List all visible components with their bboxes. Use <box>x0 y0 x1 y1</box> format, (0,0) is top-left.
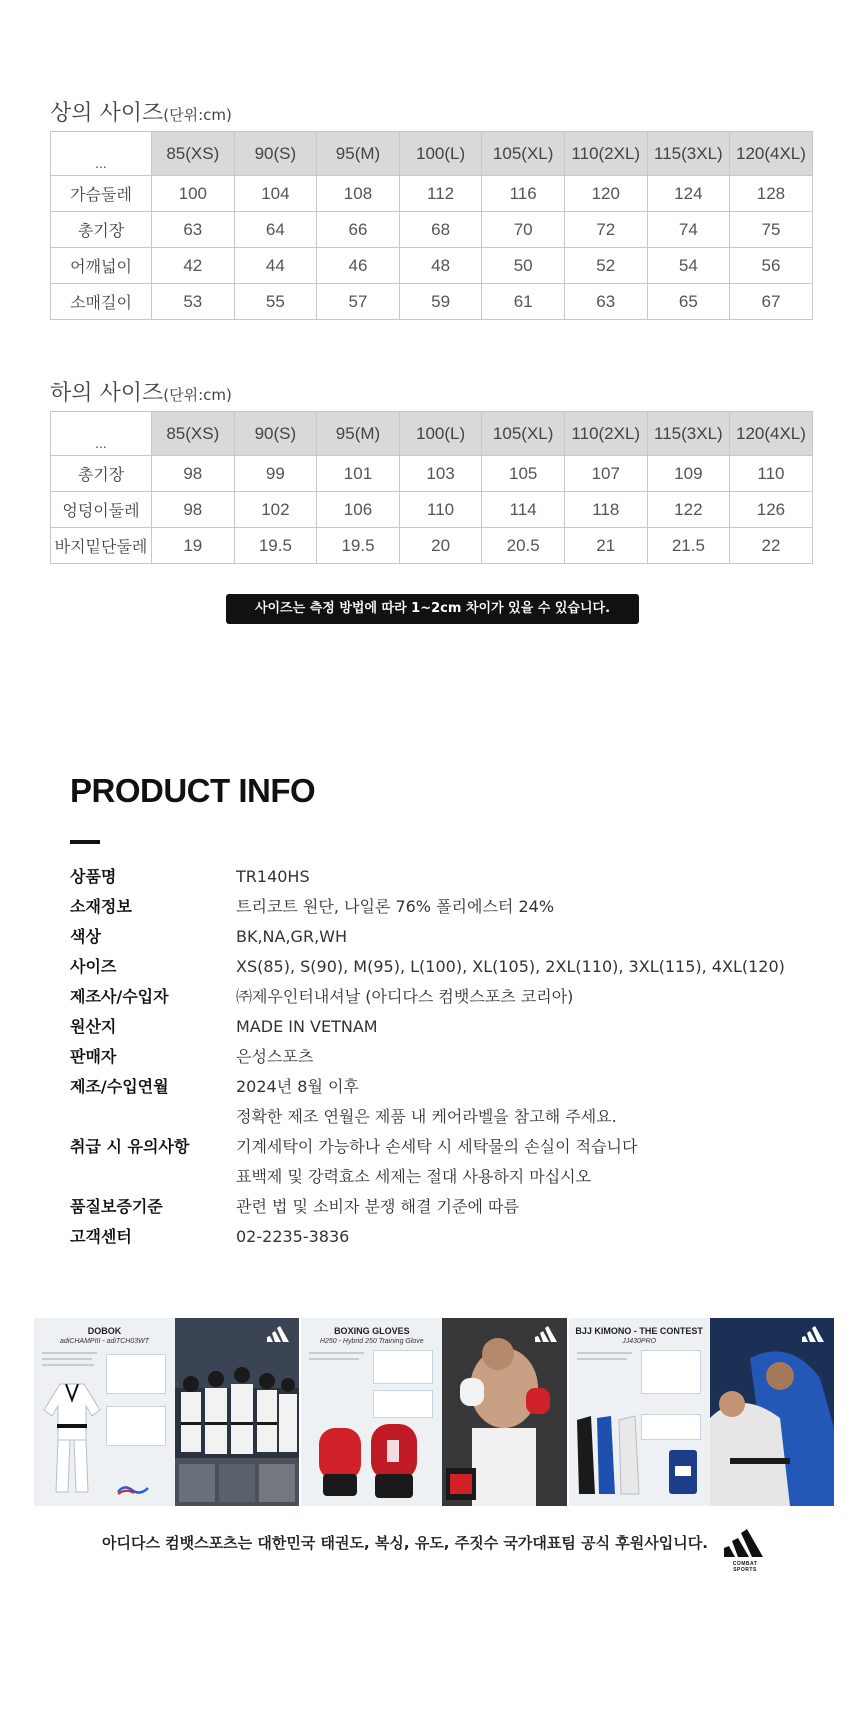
measurement-value: 120 <box>564 176 647 212</box>
info-row <box>70 1132 810 1192</box>
kimono-icon <box>575 1414 641 1498</box>
info-row <box>70 1222 810 1252</box>
top-size-section <box>50 97 812 320</box>
bottom-size-title <box>50 377 812 411</box>
info-value: 관련 법 및 소비자 분쟁 해결 기준에 따름 <box>236 1197 519 1216</box>
adidas-logo-icon <box>722 1527 768 1557</box>
panel-subtitle: adiCHAMPIII - adiTCH03WT <box>59 1338 150 1345</box>
measurement-value: 128 <box>730 176 813 212</box>
measurement-value: 54 <box>647 248 730 284</box>
measurement-label: 바지밑단둘레 <box>51 528 152 564</box>
measurement-value: 108 <box>317 176 400 212</box>
logo-caption: COMBAT SPORTS <box>732 1561 758 1573</box>
size-header-cell: 85(XS) <box>152 412 235 456</box>
measurement-value: 102 <box>234 492 317 528</box>
boxer-photo <box>442 1318 566 1506</box>
measurement-value: 57 <box>317 284 400 320</box>
table-row <box>51 284 813 320</box>
info-values <box>236 862 810 892</box>
panel-title: DOBOK <box>87 1326 122 1336</box>
measurement-value: 21.5 <box>647 528 730 564</box>
info-row <box>70 1072 810 1132</box>
text-line <box>309 1352 364 1354</box>
measurement-value: 67 <box>730 284 813 320</box>
measurement-value: 126 <box>730 492 813 528</box>
measurement-value: 19.5 <box>317 528 400 564</box>
measurement-value: 22 <box>730 528 813 564</box>
measurement-label: 엉덩이둘레 <box>51 492 152 528</box>
table-row <box>51 528 813 564</box>
size-header-cell: 90(S) <box>234 412 317 456</box>
adidas-logo-icon <box>267 1326 291 1342</box>
world-taekwondo-logo <box>116 1482 150 1496</box>
measurement-value: 116 <box>482 176 565 212</box>
measurement-value: 99 <box>234 456 317 492</box>
measurement-value: 19.5 <box>234 528 317 564</box>
measurement-label: 총기장 <box>51 212 152 248</box>
info-label: 사이즈 <box>70 957 117 976</box>
table-corner-cell: ... <box>51 132 152 176</box>
measurement-value: 104 <box>234 176 317 212</box>
size-header-cell: 100(L) <box>399 412 482 456</box>
banner-panel-boxing <box>301 1318 568 1506</box>
size-header-cell: 120(4XL) <box>730 412 813 456</box>
measurement-value: 100 <box>152 176 235 212</box>
size-header-cell: 95(M) <box>317 412 400 456</box>
measurement-value: 110 <box>399 492 482 528</box>
info-row <box>70 862 810 892</box>
measurement-value: 55 <box>234 284 317 320</box>
sponsor-banner <box>34 1318 834 1506</box>
info-label: 취급 시 유의사항 <box>70 1137 190 1156</box>
size-header-cell: 105(XL) <box>482 132 565 176</box>
measurement-label: 어깨넓이 <box>51 248 152 284</box>
measurement-value: 114 <box>482 492 565 528</box>
sponsor-statement: 아디다스 컴뱃스포츠는 대한민국 태권도, 복싱, 유도, 주짓수 국가대표팀 공식 후원사입니다. <box>102 1534 708 1552</box>
info-row <box>70 1042 810 1072</box>
measurement-value: 53 <box>152 284 235 320</box>
info-values <box>236 1072 810 1132</box>
measurement-value: 124 <box>647 176 730 212</box>
measurement-value: 42 <box>152 248 235 284</box>
measurement-value: 59 <box>399 284 482 320</box>
measurement-value: 50 <box>482 248 565 284</box>
top-size-table <box>50 131 813 320</box>
info-value: BK,NA,GR,WH <box>236 927 348 946</box>
info-value: XS(85), S(90), M(95), L(100), XL(105), 2XL(110), 3XL(115), 4XL(120) <box>236 957 785 976</box>
boxer-image <box>442 1318 566 1506</box>
table-row <box>51 456 813 492</box>
measurement-value: 74 <box>647 212 730 248</box>
measurement-value: 98 <box>152 456 235 492</box>
product-card-dobok <box>34 1318 175 1506</box>
info-row <box>70 892 810 922</box>
size-header-cell: 115(3XL) <box>647 132 730 176</box>
info-label: 제조/수입연월 <box>70 1077 169 1096</box>
measurement-value: 66 <box>317 212 400 248</box>
product-card-bjj <box>569 1318 710 1506</box>
measurement-value: 122 <box>647 492 730 528</box>
designed-for-box <box>106 1406 166 1446</box>
info-value: 트리코트 원단, 나일론 76% 폴리에스터 24% <box>236 897 555 916</box>
measurement-value: 98 <box>152 492 235 528</box>
banner-panel-bjj <box>569 1318 834 1506</box>
top-size-title-text: 상의 사이즈 <box>50 101 164 126</box>
info-row <box>70 922 810 952</box>
table-row <box>51 176 813 212</box>
measurement-value: 101 <box>317 456 400 492</box>
size-header-cell: 110(2XL) <box>564 412 647 456</box>
measurement-value: 70 <box>482 212 565 248</box>
size-header-cell: 120(4XL) <box>730 132 813 176</box>
adidas-logo-icon <box>535 1326 559 1342</box>
info-label: 제조사/수입자 <box>70 987 169 1006</box>
panel-title: BJJ KIMONO - THE CONTEST <box>575 1326 703 1336</box>
measurement-label: 가슴둘레 <box>51 176 152 212</box>
info-value: 2024년 8월 이후 <box>236 1077 359 1096</box>
info-value: 표백제 및 강력효소 세제는 절대 사용하지 마십시오 <box>236 1167 592 1186</box>
top-size-title <box>50 97 812 131</box>
table-row <box>51 248 813 284</box>
tech-info-box <box>641 1350 701 1394</box>
size-header-cell: 95(M) <box>317 132 400 176</box>
measurement-value: 109 <box>647 456 730 492</box>
measurement-value: 110 <box>730 456 813 492</box>
measurement-value: 118 <box>564 492 647 528</box>
table-corner-cell: ... <box>51 412 152 456</box>
measurement-value: 61 <box>482 284 565 320</box>
panel-title: BOXING GLOVES <box>334 1326 410 1336</box>
banner-panel-dobok <box>34 1318 301 1506</box>
info-row <box>70 952 810 982</box>
info-values <box>236 1222 810 1252</box>
text-line <box>42 1364 94 1366</box>
size-header-cell: 115(3XL) <box>647 412 730 456</box>
text-line <box>309 1358 359 1360</box>
info-row <box>70 982 810 1012</box>
info-values <box>236 922 810 952</box>
title-divider <box>70 840 100 844</box>
measurement-value: 103 <box>399 456 482 492</box>
table-row <box>51 492 813 528</box>
info-label: 품질보증기준 <box>70 1197 163 1216</box>
size-note-bar: 사이즈는 측정 방법에 따라 1~2cm 차이가 있을 수 있습니다. <box>226 594 639 624</box>
info-value: 02-2235-3836 <box>236 1227 350 1246</box>
info-label: 색상 <box>70 927 101 946</box>
measurement-value: 68 <box>399 212 482 248</box>
bottom-size-section <box>50 377 812 564</box>
info-values <box>236 982 810 1012</box>
measurement-value: 44 <box>234 248 317 284</box>
info-row <box>70 1192 810 1222</box>
product-info-title: PRODUCT INFO <box>70 772 316 809</box>
info-label: 상품명 <box>70 867 117 886</box>
tech-info-box <box>373 1350 433 1384</box>
table-header-row <box>51 132 813 176</box>
bjj-athletes-image <box>710 1318 834 1506</box>
product-info-list <box>70 862 810 1252</box>
info-label: 소재정보 <box>70 897 132 916</box>
measurement-label: 총기장 <box>51 456 152 492</box>
table-header-row <box>51 412 813 456</box>
size-header-cell: 90(S) <box>234 132 317 176</box>
designed-for-box <box>641 1414 701 1440</box>
info-row <box>70 1012 810 1042</box>
size-header-cell: 110(2XL) <box>564 132 647 176</box>
info-values <box>236 892 810 922</box>
text-line <box>577 1352 632 1354</box>
bjj-photo <box>710 1318 834 1506</box>
measurement-value: 21 <box>564 528 647 564</box>
measurement-value: 46 <box>317 248 400 284</box>
measurement-value: 52 <box>564 248 647 284</box>
bottom-size-title-text: 하의 사이즈 <box>50 381 164 406</box>
measurement-value: 48 <box>399 248 482 284</box>
measurement-value: 19 <box>152 528 235 564</box>
table-row <box>51 212 813 248</box>
measurement-label: 소매길이 <box>51 284 152 320</box>
bottom-size-table <box>50 411 813 564</box>
top-size-unit: (단위:cm) <box>163 106 232 124</box>
info-value: ㈜제우인터내셔날 (아디다스 컴뱃스포츠 코리아) <box>236 987 574 1006</box>
measurement-value: 107 <box>564 456 647 492</box>
info-values <box>236 1192 810 1222</box>
panel-subtitle: JJ430PRO <box>622 1338 657 1345</box>
measurement-value: 20.5 <box>482 528 565 564</box>
text-line <box>42 1358 92 1360</box>
measurement-value: 20 <box>399 528 482 564</box>
measurement-value: 105 <box>482 456 565 492</box>
info-values <box>236 952 810 982</box>
panel-subtitle: H250 - Hybrid 250 Training Glove <box>319 1338 424 1345</box>
team-athletes-image <box>175 1318 299 1506</box>
info-value: 기계세탁이 가능하나 손세탁 시 세탁물의 손실이 적습니다 <box>236 1137 638 1156</box>
bottom-size-unit: (단위:cm) <box>163 386 232 404</box>
measurement-value: 64 <box>234 212 317 248</box>
size-header-cell: 100(L) <box>399 132 482 176</box>
kimono-bag-icon <box>667 1448 699 1496</box>
product-card-boxing <box>301 1318 442 1506</box>
info-value: 정확한 제조 연월은 제품 내 케어라벨을 참고해 주세요. <box>236 1107 617 1126</box>
info-value: MADE IN VETNAM <box>236 1017 378 1036</box>
designed-for-box <box>373 1390 433 1418</box>
boxing-gloves-icon <box>309 1422 433 1500</box>
adidas-combat-sports-logo <box>722 1527 768 1573</box>
measurement-value: 106 <box>317 492 400 528</box>
measurement-value: 63 <box>564 284 647 320</box>
text-line <box>42 1352 97 1354</box>
measurement-value: 65 <box>647 284 730 320</box>
info-values <box>236 1132 810 1192</box>
info-values <box>236 1042 810 1072</box>
measurement-value: 56 <box>730 248 813 284</box>
dobok-uniform-icon <box>40 1380 104 1498</box>
info-label: 고객센터 <box>70 1227 132 1246</box>
info-value: TR140HS <box>236 867 310 886</box>
info-label: 판매자 <box>70 1047 117 1066</box>
adidas-logo-icon <box>802 1326 826 1342</box>
size-header-cell: 85(XS) <box>152 132 235 176</box>
info-values <box>236 1012 810 1042</box>
info-label: 원산지 <box>70 1017 117 1036</box>
measurement-value: 72 <box>564 212 647 248</box>
measurement-value: 112 <box>399 176 482 212</box>
text-line <box>577 1358 627 1360</box>
tech-info-box <box>106 1354 166 1394</box>
measurement-value: 63 <box>152 212 235 248</box>
athletes-photo <box>175 1318 299 1506</box>
measurement-value: 75 <box>730 212 813 248</box>
size-header-cell: 105(XL) <box>482 412 565 456</box>
info-value: 은성스포츠 <box>236 1047 314 1066</box>
